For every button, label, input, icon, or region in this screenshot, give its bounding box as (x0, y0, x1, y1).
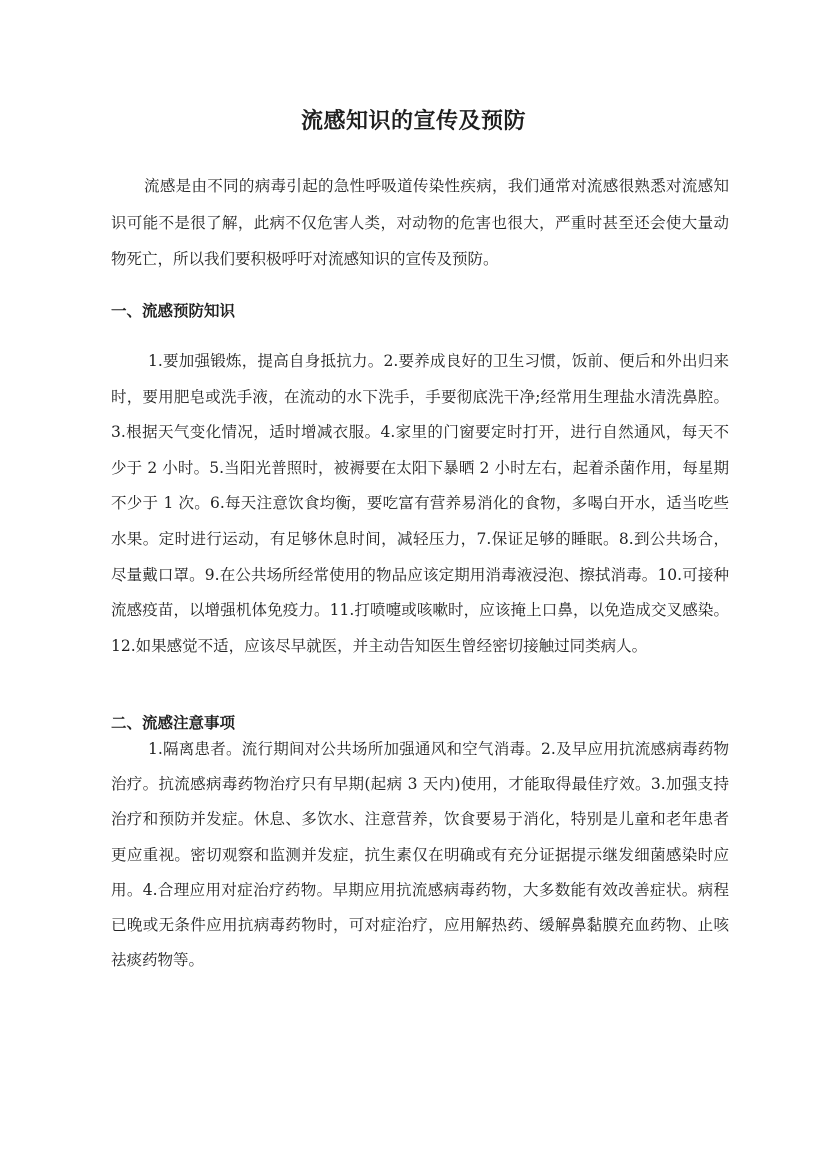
intro-paragraph: 流感是由不同的病毒引起的急性呼吸道传染性疾病，我们通常对流感很熟悉对流感知识可能不是很了解，此病不仅危害人类，对动物的危害也很大，严重时甚至还会使大量动物死亡，所以我们要积极呼吁对流感知识的宣传及预防。 (111, 177, 729, 268)
document-title: 流感知识的宣传及预防 (300, 108, 526, 134)
section-body-prevention: 1.要加强锻炼，提高自身抵抗力。2.要养成良好的卫生习惯，饭前、便后和外出归来时，要用肥皂或洗手液，在流动的水下洗手，手要彻底洗干净;经常用生理盐水清洗鼻腔。3.根据天气变化情况，适时增减衣服。4.家里的门窗要定时打开，进行自然通风，每天不少于 2 小时。5.当阳光普照时，被褥要在太阳下暴晒 2 小时左右，起着杀菌作用，每星期不少于 1 次。6.每天注意饮食均衡，要吃富有营养易消化的食物，多喝白开水，适当吃些水果。定时进行运动，有足够休息时间，减轻压力，7.保证足够的睡眠。8.到公共场合，尽量戴口罩。9.在公共场所经常使用的物品应该定期用消毒液浸泡、擦拭消毒。10.可接种流感疫苗，以增强机体免疫力。11.打喷嚏或咳嗽时，应该掩上口鼻，以免造成交叉感染。12.如果感觉不适，应该尽早就医，并主动告知医生曾经密切接触过同类病人。 (111, 352, 729, 655)
section-body-precautions: 1.隔离患者。流行期间对公共场所加强通风和空气消毒。2.及早应用抗流感病毒药物治疗。抗流感病毒药物治疗只有早期(起病 3 天内)使用，才能取得最佳疗效。3.加强支持治疗和预防并发症。休息、多饮水、注意营养，饮食要易于消化，特别是儿童和老年患者更应重视。密切观察和监测并发症，抗生素仅在明确或有充分证据提示继发细菌感染时应用。4.合理应用对症治疗药物。早期应用抗流感病毒药物，大多数能有效改善症状。病程已晚或无条件应用抗病毒药物时，可对症治疗，应用解热药、缓解鼻黏膜充血药物、止咳祛痰药物等。 (111, 740, 729, 970)
section-heading-precautions: 二、流感注意事项 (111, 713, 236, 732)
section-heading-prevention: 一、流感预防知识 (111, 301, 236, 320)
